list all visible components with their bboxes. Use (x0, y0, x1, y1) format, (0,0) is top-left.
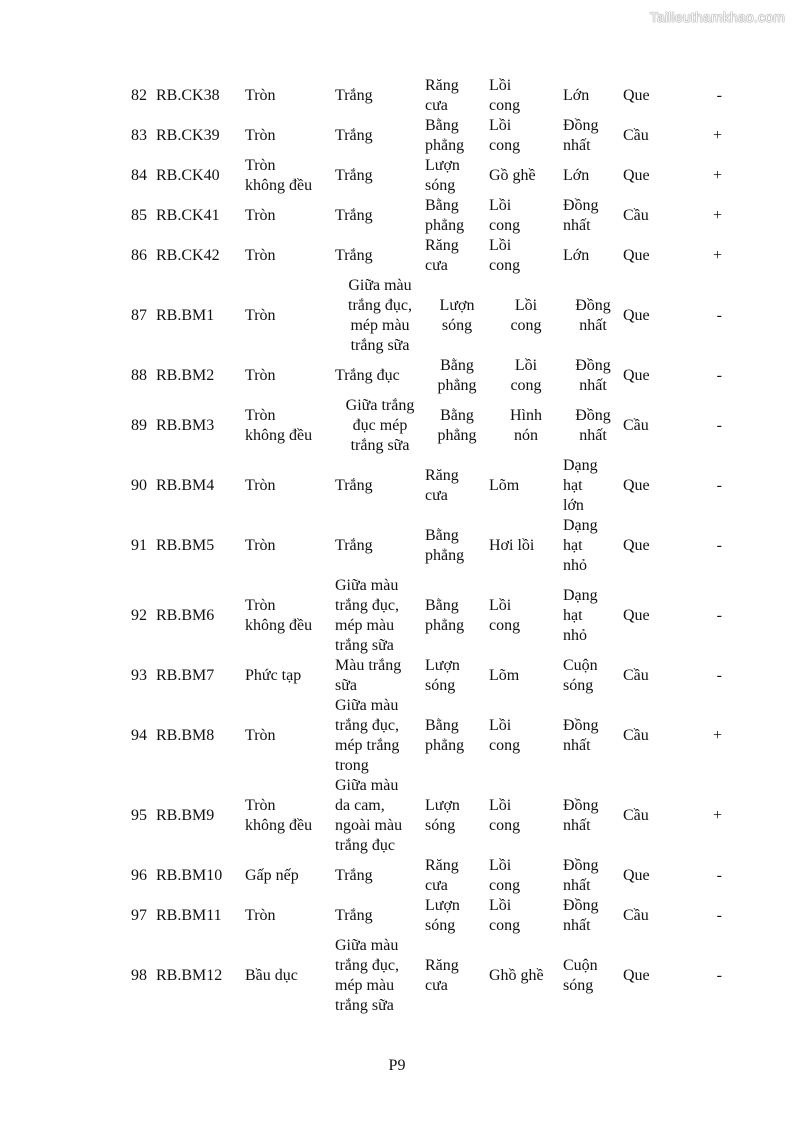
cell-edge: Răng cưa (425, 957, 459, 994)
cell-size: Dạng hạt nhỏ (563, 517, 598, 574)
cell-form: Cầu (623, 417, 649, 434)
cell-edge: Răng cưa (425, 857, 459, 894)
cell-size: Đồng nhất (575, 407, 611, 444)
cell-size: Đồng nhất (563, 897, 599, 934)
cell-sign: - (716, 477, 722, 494)
cell-size: Lớn (563, 167, 590, 184)
cell-edge: Bằng phẳng (437, 407, 477, 444)
cell-code: RB.BM8 (156, 727, 215, 744)
cell-size: Lớn (563, 87, 590, 104)
cell-form: Que (623, 87, 650, 104)
table-row (110, 236, 736, 276)
cell-no: 98 (131, 967, 147, 984)
cell-surface: Lồi cong (489, 717, 521, 754)
table-row (110, 776, 736, 856)
cell-sign: - (716, 87, 722, 104)
cell-form: Que (623, 247, 650, 264)
cell-shape: Tròn (245, 537, 276, 554)
cell-code: RB.BM6 (156, 607, 215, 624)
cell-color: Giữa trắng đục mép trắng sữa (345, 397, 415, 454)
cell-surface: Hơi lồi (489, 537, 535, 554)
table-row (110, 156, 736, 196)
cell-surface: Hình nón (510, 407, 542, 444)
cell-code: RB.BM5 (156, 537, 215, 554)
cell-shape: Tròn (245, 127, 276, 144)
cell-no: 82 (131, 87, 147, 104)
cell-no: 84 (131, 167, 147, 184)
cell-surface: Gồ ghề (489, 167, 536, 184)
cell-surface: Lồi cong (489, 797, 521, 834)
cell-shape: Tròn không đều (245, 407, 313, 444)
cell-color: Trắng (335, 87, 373, 104)
cell-edge: Bằng phẳng (425, 527, 465, 564)
cell-code: RB.CK42 (156, 247, 220, 264)
cell-shape: Tròn (245, 87, 276, 104)
cell-no: 95 (131, 807, 147, 824)
table-row (110, 656, 736, 696)
cell-surface: Lồi cong (489, 77, 521, 114)
cell-size: Đồng nhất (563, 797, 599, 834)
cell-no: 90 (131, 477, 147, 494)
cell-sign: + (712, 247, 722, 264)
cell-shape: Tròn (245, 207, 276, 224)
cell-sign: - (716, 307, 722, 324)
cell-surface: Lồi cong (489, 237, 521, 274)
table-row (110, 516, 736, 576)
cell-size: Dạng hạt lớn (563, 457, 598, 514)
cell-sign: - (716, 537, 722, 554)
cell-code: RB.BM7 (156, 667, 215, 684)
cell-shape: Tròn không đều (245, 157, 313, 194)
cell-edge: Lượn sóng (425, 897, 460, 934)
cell-color: Giữa màu trắng đục, mép màu trắng sữa (348, 277, 412, 354)
table-row (110, 76, 736, 116)
cell-no: 86 (131, 247, 147, 264)
cell-shape: Tròn (245, 247, 276, 264)
table-row (110, 116, 736, 156)
cell-edge: Răng cưa (425, 237, 459, 274)
cell-form: Cầu (623, 907, 649, 924)
cell-edge: Lượn sóng (425, 657, 460, 694)
cell-surface: Ghồ ghề (489, 967, 544, 984)
cell-form: Cầu (623, 127, 649, 144)
cell-surface: Lồi cong (489, 597, 521, 634)
cell-form: Que (623, 867, 650, 884)
cell-surface: Lồi cong (510, 297, 542, 334)
cell-no: 92 (131, 607, 147, 624)
cell-form: Que (623, 607, 650, 624)
cell-sign: - (716, 417, 722, 434)
cell-code: RB.BM1 (156, 307, 215, 324)
table-row (110, 356, 736, 396)
cell-size: Cuộn sóng (563, 657, 598, 694)
cell-size: Đồng nhất (563, 857, 599, 894)
cell-color: Giữa màu trắng đục, mép màu trắng sữa (335, 937, 399, 1014)
cell-color: Trắng (335, 127, 373, 144)
cell-color: Giữa màu trắng đục, mép màu trắng sữa (335, 577, 399, 654)
page-number: P9 (388, 1057, 406, 1074)
cell-code: RB.CK38 (156, 87, 220, 104)
cell-shape: Phức tạp (245, 667, 302, 684)
cell-edge: Bằng phẳng (425, 597, 465, 634)
cell-surface: Lồi cong (489, 897, 521, 934)
cell-code: RB.CK41 (156, 207, 220, 224)
cell-shape: Tròn (245, 907, 276, 924)
cell-shape: Gấp nếp (245, 867, 299, 884)
cell-form: Cầu (623, 727, 649, 744)
cell-edge: Lượn sóng (425, 797, 460, 834)
colony-characteristics-table (110, 76, 736, 1016)
cell-surface: Lõm (489, 477, 520, 494)
cell-surface: Lồi cong (489, 197, 521, 234)
cell-size: Đồng nhất (575, 357, 611, 394)
cell-no: 85 (131, 207, 147, 224)
cell-size: Đồng nhất (563, 117, 599, 154)
cell-shape: Tròn (245, 477, 276, 494)
cell-sign: + (712, 207, 722, 224)
cell-no: 94 (131, 727, 147, 744)
cell-color: Giữa màu da cam, ngoài màu trắng đục (335, 777, 403, 854)
cell-form: Que (623, 967, 650, 984)
cell-no: 91 (131, 537, 147, 554)
cell-color: Màu trắng sữa (335, 657, 402, 694)
cell-sign: - (716, 967, 722, 984)
cell-no: 83 (131, 127, 147, 144)
cell-no: 97 (131, 907, 147, 924)
cell-edge: Bằng phẳng (425, 117, 465, 154)
cell-sign: + (712, 167, 722, 184)
cell-code: RB.BM4 (156, 477, 215, 494)
cell-surface: Lồi cong (489, 857, 521, 894)
table-row (110, 276, 736, 356)
cell-size: Lớn (563, 247, 590, 264)
cell-code: RB.BM3 (156, 417, 215, 434)
table-row (110, 196, 736, 236)
cell-form: Cầu (623, 667, 649, 684)
table-row (110, 696, 736, 776)
cell-no: 88 (131, 367, 147, 384)
cell-code: RB.CK40 (156, 167, 220, 184)
cell-edge: Răng cưa (425, 77, 459, 114)
cell-form: Que (623, 307, 650, 324)
cell-sign: - (716, 367, 722, 384)
table-row (110, 856, 736, 896)
cell-edge: Bằng phẳng (425, 197, 465, 234)
cell-sign: - (716, 867, 722, 884)
cell-color: Trắng (335, 167, 373, 184)
cell-no: 87 (131, 307, 147, 324)
cell-code: RB.BM12 (156, 967, 223, 984)
cell-edge: Lượn sóng (425, 157, 460, 194)
cell-surface: Lõm (489, 667, 520, 684)
table-row (110, 576, 736, 656)
cell-surface: Lồi cong (489, 117, 521, 154)
cell-code: RB.BM10 (156, 867, 223, 884)
cell-surface: Lồi cong (510, 357, 542, 394)
cell-color: Trắng (335, 477, 373, 494)
cell-edge: Bằng phẳng (425, 717, 465, 754)
cell-sign: - (716, 907, 722, 924)
cell-color: Trắng (335, 537, 373, 554)
cell-edge: Lượn sóng (439, 297, 475, 334)
cell-shape: Bầu dục (245, 967, 298, 984)
cell-code: RB.BM11 (156, 907, 222, 924)
cell-shape: Tròn (245, 727, 276, 744)
cell-color: Trắng (335, 907, 373, 924)
cell-color: Giữa màu trắng đục, mép trắng trong (335, 697, 400, 774)
table-row (110, 896, 736, 936)
cell-sign: + (712, 807, 722, 824)
cell-edge: Răng cưa (425, 467, 459, 504)
cell-shape: Tròn không đều (245, 797, 313, 834)
cell-size: Đồng nhất (563, 197, 599, 234)
cell-size: Cuộn sóng (563, 957, 598, 994)
table-row (110, 456, 736, 516)
table-row (110, 396, 736, 456)
cell-no: 93 (131, 667, 147, 684)
cell-edge: Bằng phẳng (437, 357, 477, 394)
cell-code: RB.BM2 (156, 367, 215, 384)
cell-shape: Tròn (245, 307, 276, 324)
cell-no: 89 (131, 417, 147, 434)
cell-form: Que (623, 537, 650, 554)
cell-no: 96 (131, 867, 147, 884)
cell-color: Trắng đục (335, 367, 400, 384)
cell-form: Que (623, 167, 650, 184)
watermark-text: Tailieuthamkhao.com (649, 9, 785, 25)
cell-form: Cầu (623, 807, 649, 824)
cell-color: Trắng (335, 207, 373, 224)
cell-size: Đồng nhất (563, 717, 599, 754)
cell-sign: - (716, 607, 722, 624)
cell-color: Trắng (335, 247, 373, 264)
cell-code: RB.BM9 (156, 807, 215, 824)
cell-code: RB.CK39 (156, 127, 220, 144)
table-body (110, 76, 736, 1016)
cell-size: Dạng hạt nhỏ (563, 587, 598, 644)
table-row (110, 936, 736, 1016)
cell-shape: Tròn (245, 367, 276, 384)
cell-shape: Tròn không đều (245, 597, 313, 634)
cell-color: Trắng (335, 867, 373, 884)
cell-sign: + (712, 127, 722, 144)
cell-form: Que (623, 367, 650, 384)
cell-form: Que (623, 477, 650, 494)
cell-sign: + (712, 727, 722, 744)
cell-sign: - (716, 667, 722, 684)
cell-form: Cầu (623, 207, 649, 224)
cell-size: Đồng nhất (575, 297, 611, 334)
